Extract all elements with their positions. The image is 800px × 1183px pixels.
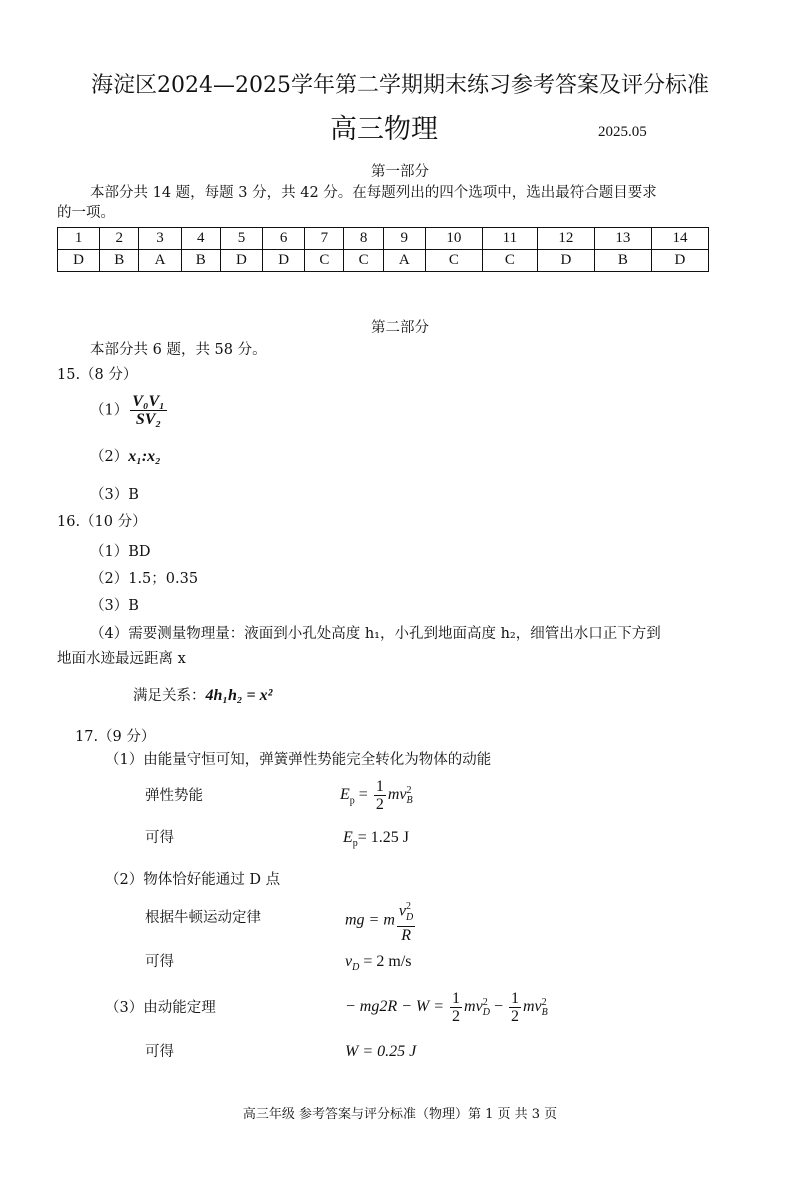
question-number-cell: 11 — [482, 228, 537, 250]
item-number: （1） — [90, 402, 129, 419]
denominator: 2 — [452, 1008, 461, 1025]
answer-cell: D — [263, 250, 305, 272]
fraction — [130, 393, 167, 428]
q17-formula-newton — [345, 898, 417, 944]
answer-cell: A — [383, 250, 425, 272]
answer-cell: D — [537, 250, 594, 272]
question-number-cell: 2 — [100, 228, 139, 250]
symbol: mv — [522, 998, 542, 1016]
exponent: 2 — [482, 996, 488, 1008]
exponent: 2 — [541, 996, 547, 1008]
question-number-cell: 4 — [181, 228, 220, 250]
fraction-half — [509, 990, 521, 1025]
q17-step-1b-label: 可得 — [145, 830, 174, 846]
part2-heading: 第二部分 — [371, 320, 429, 336]
q17-result-work: W = 0.25 J — [345, 1043, 417, 1060]
q16-answer-4: （4）需要测量物理量：液面到小孔处高度 h₁，小孔到地面高度 h₂，细管出水口正下方到 — [90, 626, 661, 642]
symbol: E — [343, 829, 353, 846]
symbol: v — [398, 902, 407, 920]
exponent: 2 — [406, 901, 412, 912]
answer-cell: C — [425, 250, 482, 272]
q17-step-2: （2）物体恰好能通过 D 点 — [105, 872, 281, 888]
q16-label: 16.（10 分） — [57, 514, 147, 530]
page-footer: 高三年级 参考答案与评分标准（物理）第 1 页 共 3 页 — [242, 1107, 558, 1122]
subscript: D — [406, 911, 414, 923]
denominator: 2 — [375, 796, 384, 813]
q16-answer-1: （1）BD — [90, 544, 151, 560]
subscript: p — [349, 795, 355, 807]
q16-relation — [133, 686, 272, 706]
value: = 1.25 J — [357, 829, 410, 846]
answer-cell: D — [58, 250, 100, 272]
q15-answer-3: （3）B — [90, 487, 139, 503]
subscript: p — [352, 838, 358, 850]
answer-cell: D — [220, 250, 262, 272]
question-number-cell: 3 — [139, 228, 181, 250]
q17-step-2a-label: 根据牛顿运动定律 — [145, 910, 261, 926]
question-number-cell: 13 — [594, 228, 651, 250]
item-number: （2） — [90, 449, 129, 465]
question-number-cell: 7 — [305, 228, 344, 250]
question-number-cell: 12 — [537, 228, 594, 250]
subscript: D — [482, 1007, 490, 1019]
symbol: v — [345, 953, 353, 970]
date: 2025.05 — [598, 124, 647, 140]
q17-result-energy — [343, 828, 409, 854]
numerator: 1 — [452, 990, 461, 1007]
q17-result-velocity — [345, 952, 411, 978]
lhs: mg = m — [345, 911, 395, 929]
answer-cell: A — [139, 250, 181, 272]
q17-step-3: （3）由动能定理 — [105, 1000, 216, 1016]
lhs: − mg2R − W = — [345, 998, 449, 1016]
answer-cell: D — [651, 250, 708, 272]
denominator: 2 — [510, 1008, 519, 1025]
part1-intro-cont: 的一项。 — [57, 205, 115, 221]
denominator: SV₂ — [135, 411, 162, 428]
part1-intro: 本部分共 14 题，每题 3 分，共 42 分。在每题列出的四个选项中，选出最符合题目要求 — [90, 185, 657, 201]
q17-step-1: （1）由能量守恒可知，弹簧弹性势能完全转化为物体的动能 — [105, 752, 492, 768]
question-number-cell: 10 — [425, 228, 482, 250]
question-number-row — [58, 228, 709, 250]
q17-step-1a-label: 弹性势能 — [145, 788, 203, 804]
symbol: E — [340, 786, 350, 804]
fraction-half — [450, 990, 462, 1025]
value: = 2 m/s — [359, 953, 412, 970]
q16-answer-2: （2）1.5；0.35 — [90, 571, 199, 587]
question-number-cell: 8 — [344, 228, 383, 250]
equals: = — [354, 786, 372, 804]
q15-answer-2 — [90, 447, 161, 467]
q16-answer-4-cont: 地面水迹最远距离 x — [57, 651, 186, 667]
answer-cell: C — [344, 250, 383, 272]
q17-formula-work-energy — [345, 990, 548, 1025]
part2-intro: 本部分共 6 题，共 58 分。 — [90, 342, 267, 358]
symbol: mv — [387, 786, 407, 804]
q17-label: 17.（9 分） — [75, 729, 156, 745]
subject-title: 高三物理 — [330, 114, 438, 145]
numerator: 1 — [510, 990, 519, 1007]
answer-cell: C — [482, 250, 537, 272]
answer-row — [58, 250, 709, 272]
question-number-cell: 9 — [383, 228, 425, 250]
document-title: 海淀区2024—2025学年第二学期期末练习参考答案及评分标准 — [91, 73, 709, 98]
q17-step-2b-label: 可得 — [145, 954, 174, 970]
subscript: B — [541, 1007, 548, 1019]
answer-cell: B — [100, 250, 139, 272]
answer-cell: B — [594, 250, 651, 272]
answer-table — [57, 227, 709, 272]
numerator — [397, 898, 415, 927]
q15-label: 15.（8 分） — [57, 367, 138, 383]
relation-label: 满足关系： — [133, 688, 206, 704]
q16-answer-3: （3）B — [90, 598, 139, 614]
question-number-cell: 14 — [651, 228, 708, 250]
minus: − — [489, 998, 507, 1016]
q15-answer-1 — [90, 393, 169, 428]
question-number-cell: 1 — [58, 228, 100, 250]
answer-cell: B — [181, 250, 220, 272]
exponent: 2 — [406, 784, 412, 796]
relation-formula: 4h₁h₂ = x² — [205, 687, 273, 704]
part1-heading: 第一部分 — [371, 164, 429, 180]
q17-step-3b-label: 可得 — [145, 1044, 174, 1060]
symbol: mv — [464, 998, 483, 1016]
denominator: R — [401, 926, 411, 944]
numerator: V₀V₁ — [132, 393, 165, 410]
answer-cell: C — [305, 250, 344, 272]
subscript: D — [352, 962, 360, 974]
q17-formula-energy — [340, 778, 413, 813]
fraction-half — [374, 778, 386, 813]
question-number-cell: 5 — [220, 228, 262, 250]
fraction — [397, 898, 415, 944]
question-number-cell: 6 — [263, 228, 305, 250]
ratio: x₁:x₂ — [128, 448, 161, 465]
subscript: B — [406, 795, 413, 807]
numerator: 1 — [375, 778, 384, 795]
